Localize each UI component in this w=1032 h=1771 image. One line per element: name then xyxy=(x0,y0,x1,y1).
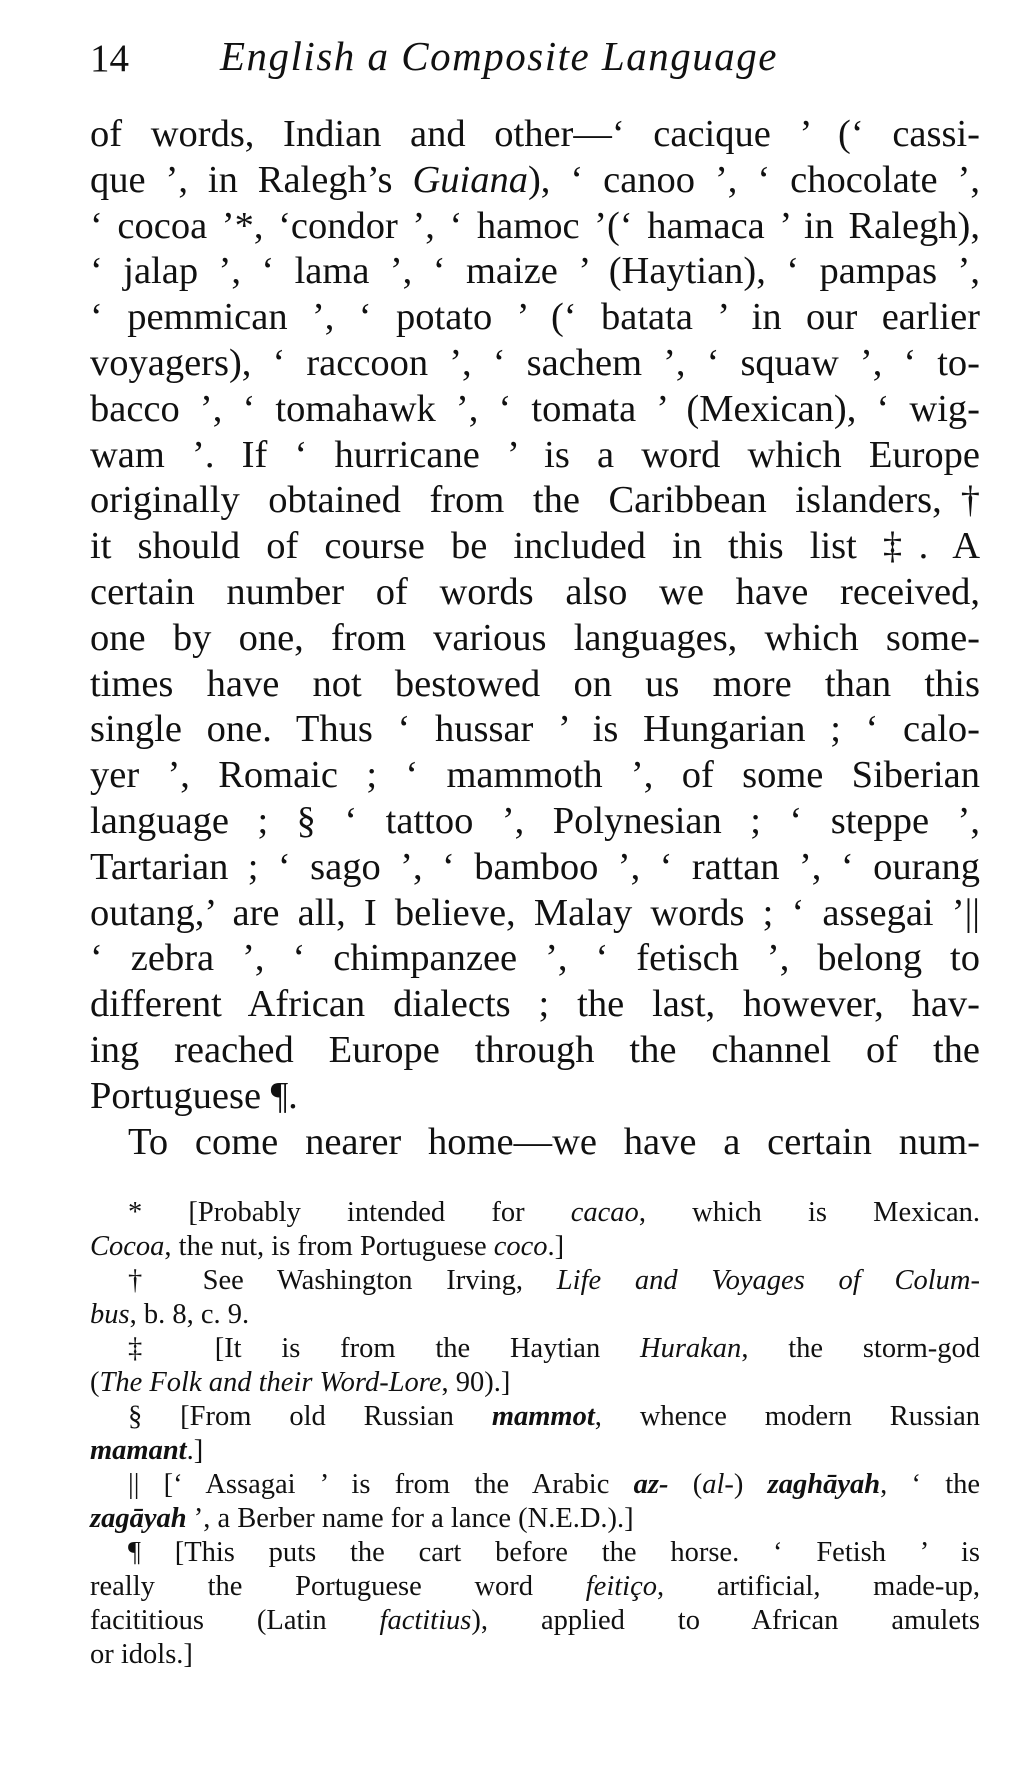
body-line-text: ‘ zebra ’, ‘ chimpanzee ’, ‘ fetisch ’, belong to xyxy=(90,937,980,980)
body-line-text: ing reached Europe through the channel of the xyxy=(90,1028,980,1071)
footnote-line xyxy=(90,1434,980,1468)
body-line xyxy=(90,341,980,387)
footnote-line-text: facititious (Latin xyxy=(90,1605,380,1636)
body-line-text: ‘ jalap ’, ‘ lama ’, ‘ maize ’ (Haytian), ‘ pampas ’, xyxy=(90,250,980,293)
footnote-line-text: or idols.] xyxy=(90,1639,193,1670)
body-line-text: ‘ pemmican ’, ‘ potato ’ (‘ batata ’ in our earlier xyxy=(90,296,980,339)
footnote-line-text: .] xyxy=(547,1231,565,1262)
footnote-line-text: al- xyxy=(702,1469,734,1500)
footnote-line xyxy=(90,1502,980,1536)
footnote-line-text: † See Washington Irving, xyxy=(128,1265,557,1296)
body-line-text: it should of course be included in this list ‡. A xyxy=(90,525,980,568)
body-line-text: different African dialects ; the last, however, hav- xyxy=(90,983,980,1026)
footnote-line-text: , which is Mexican. xyxy=(638,1197,980,1228)
footnote-line xyxy=(90,1604,980,1638)
footnote-line-text: The Folk and their Word-Lore xyxy=(99,1367,442,1398)
footnote-line-text: really the Portuguese word xyxy=(90,1571,586,1602)
body-line xyxy=(90,112,980,158)
body-line-text: certain number of words also we have received, xyxy=(90,570,980,613)
running-title: English a Composite Language xyxy=(220,33,778,79)
footnote-line-text: mamant xyxy=(90,1435,187,1466)
body-line xyxy=(90,616,980,662)
footnote-line-text: factitius xyxy=(379,1605,472,1636)
body-line-text: wam ’. If ‘ hurricane ’ is a word which Europe xyxy=(90,433,980,476)
footnote-line-text: , b. 8, c. 9. xyxy=(129,1299,250,1330)
body-line xyxy=(90,387,980,433)
footnote-line xyxy=(90,1298,980,1332)
body-line xyxy=(90,249,980,295)
footnote-line-text: , the storm-god xyxy=(741,1333,980,1364)
body-line-text: outang,’ are all, I believe, Malay words ; ‘ assegai ’|| xyxy=(90,891,980,934)
body-line xyxy=(90,158,980,204)
body-line-text: one by one, from various languages, which some- xyxy=(90,616,980,659)
body-line xyxy=(90,936,980,982)
footnote-line xyxy=(90,1468,980,1502)
footnote-line-text: .] xyxy=(186,1435,204,1466)
footnote-line-text: cacao xyxy=(570,1197,639,1228)
footnote-line-text: ( xyxy=(90,1367,100,1398)
footnote-line-text: Hurakan xyxy=(639,1333,742,1364)
footnote-line-text: , whence modern Russian xyxy=(594,1401,980,1432)
footnote-line-text: zaghāyah xyxy=(767,1469,881,1500)
body-line-text: times have not bestowed on us more than this xyxy=(90,662,980,705)
footnote-line-text: feitiço xyxy=(585,1571,657,1602)
body-line xyxy=(90,433,980,479)
footnote-line-text: § [From old Russian xyxy=(128,1401,492,1432)
footnote-line-text: zagāyah xyxy=(90,1503,187,1534)
body-line-text: language ; § ‘ tattoo ’, Polynesian ; ‘ steppe ’, xyxy=(90,799,980,842)
footnote-line xyxy=(90,1196,980,1230)
footnote-line-text: mammot xyxy=(491,1401,595,1432)
body-line-text: Tartarian ; ‘ sago ’, ‘ bamboo ’, ‘ rattan ’, ‘ ourang xyxy=(90,845,980,888)
body-line xyxy=(90,524,980,570)
footnote-line xyxy=(90,1366,980,1400)
footnote-line xyxy=(90,1570,980,1604)
body-line xyxy=(90,707,980,753)
body-line-text: To come nearer home—we have a certain num- xyxy=(128,1120,980,1163)
body-line xyxy=(90,1074,980,1120)
body-line-text: que ’, in Ralegh’s xyxy=(90,158,413,201)
footnote-line-text: Cocoa xyxy=(90,1231,165,1262)
body-line xyxy=(90,982,980,1028)
footnote-line xyxy=(90,1400,980,1434)
body-line xyxy=(90,891,980,937)
footnote-line-text: || [‘ Assagai ’ is from the Arabic xyxy=(128,1469,634,1500)
body-line xyxy=(90,1028,980,1074)
footnote-line-text: , 90).] xyxy=(441,1367,511,1398)
footnote-line-text: coco xyxy=(493,1231,548,1262)
footnote-line xyxy=(90,1264,980,1298)
body-text xyxy=(90,112,980,1165)
body-line xyxy=(90,204,980,250)
footnote-line xyxy=(90,1638,980,1672)
page-number: 14 xyxy=(90,37,129,80)
body-line-text: originally obtained from the Caribbean islanders,† xyxy=(90,479,980,522)
body-line-text: Guiana xyxy=(412,158,528,201)
body-line xyxy=(90,1120,980,1166)
page-header xyxy=(90,32,980,92)
body-line xyxy=(90,295,980,341)
body-line xyxy=(90,799,980,845)
body-line xyxy=(90,753,980,799)
body-line-text: ), ‘ canoo ’, ‘ chocolate ’, xyxy=(527,158,980,201)
footnote-line-text: ’, a Berber name for a lance (N.E.D.).] xyxy=(186,1503,634,1534)
footnote-line xyxy=(90,1230,980,1264)
footnote-line xyxy=(90,1536,980,1570)
footnotes xyxy=(90,1196,980,1672)
body-line xyxy=(90,662,980,708)
footnote-line-text: , artificial, made-up, xyxy=(656,1571,981,1602)
body-line-text: single one. Thus ‘ hussar ’ is Hungarian ; ‘ calo- xyxy=(90,708,980,751)
footnote-line-text: az- xyxy=(633,1469,669,1500)
footnote-line-text: ), applied to African amulets xyxy=(471,1605,980,1636)
footnote-line-text: * [Probably intended for xyxy=(128,1197,571,1228)
footnote-line-text: , ‘ the xyxy=(880,1469,981,1500)
body-line-text: of words, Indian and other—‘ cacique ’ (‘ cassi- xyxy=(90,113,980,155)
body-line-text: ‘ cocoa ’*, ‘condor ’, ‘ hamoc ’(‘ hamaca ’ in Ralegh), xyxy=(90,204,980,247)
body-line-text: bacco ’, ‘ tomahawk ’, ‘ tomata ’ (Mexican), ‘ wig- xyxy=(90,387,980,430)
body-line xyxy=(90,845,980,891)
footnote-line-text: ( xyxy=(668,1469,703,1500)
body-line-text: voyagers), ‘ raccoon ’, ‘ sachem ’, ‘ squaw ’, ‘ to- xyxy=(90,341,980,384)
body-line-text: yer ’, Romaic ; ‘ mammoth ’, of some Siberian xyxy=(90,754,980,797)
body-line xyxy=(90,478,980,524)
footnote-line-text: ) xyxy=(733,1469,768,1500)
footnote-line-text: Life and Voyages of Colum- xyxy=(556,1265,980,1296)
footnote-line-text: ¶ [This puts the cart before the horse. ‘ Fetish ’ is xyxy=(128,1537,980,1568)
body-line-text: Portuguese ¶. xyxy=(90,1074,298,1117)
footnote-line-text: , the nut, is from Portuguese xyxy=(164,1231,494,1262)
footnote-line-text: ‡ [It is from the Haytian xyxy=(128,1333,640,1364)
footnote-line xyxy=(90,1332,980,1366)
footnote-line-text: bus xyxy=(90,1299,130,1330)
body-line xyxy=(90,570,980,616)
